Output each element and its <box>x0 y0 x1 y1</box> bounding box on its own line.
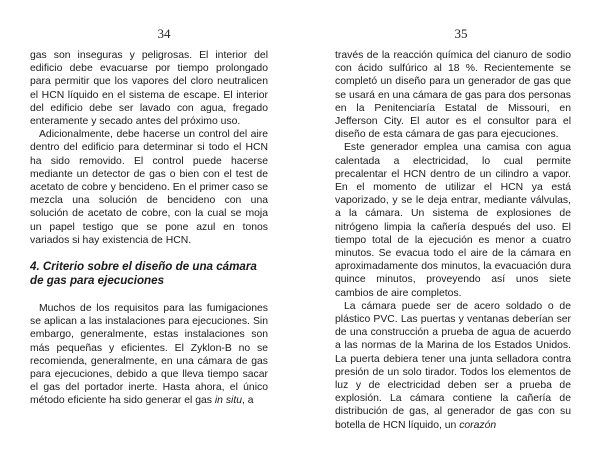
section-title: 4. Criterio sobre el diseño de una cámara de gas para ejecuciones <box>30 260 257 288</box>
page-number-right: 35 <box>454 26 468 41</box>
left-page <box>30 0 298 471</box>
left-paragraph-3-text: Muchos de los requisitos para las fumigaciones se aplican a las instalaciones para ejecuciones. Sin embargo, generalmente, estas instalaciones son más pequeñas y eficientes. El Zyklon-B no se recomienda, generalmente, en una cámara de gas para ejecuciones, debido a que lleva tiempo sacar el gas del portador inerte. Hasta ahora, el único método eficiente ha sido generar el gas <box>30 303 268 407</box>
right-paragraph-3-emphasis: corazón <box>459 419 497 431</box>
left-paragraph-1: gas son inseguras y peligrosas. El interior del edificio debe evacuarse por tiempo prolongado para permitir que los vapores del cloro neutralicen el HCN líquido en el sistema de escape. El interior del edificio debe ser lavado con agua, fregado enteramente y secado antes del próximo uso. <box>30 50 268 128</box>
right-paragraph-2: Este generador emplea una camisa con agua calentada a electricidad, lo cual permite precalentar el HCN dentro de un cilindro a vapor. En el momento de utilizar el HCN ya está vaporizado, y se le deja entrar, mediante válvulas, a la cámara. Un sistema de explosiones de nitrógeno limpia la cañería después del uso. El tiempo total de la ejecución es menor a cuatro minutos. Se evacua todo el aire de la cámara en aproximadamente dos minutos, la evacuación dura quince minutos, proveyendo así unos siete cambios de aire completos. <box>335 142 571 299</box>
left-paragraph-3 <box>30 302 268 408</box>
right-page-body <box>335 49 571 432</box>
left-paragraph-3-tail: , a <box>242 395 254 407</box>
right-page <box>327 0 595 471</box>
right-paragraph-3-text: La cámara puede ser de acero soldado o de plástico PVC. Las puertas y ventanas deberían ser de una construcción a prueba de agua de acuerdo a las normas de la Marina de los Estados Unidos. La puerta debiera tener una junta selladora contra presión de un solo tirador. Todos los elementos de luz y de electricidad deben ser a prueba de explosión. La cámara contiene la cañería de distribución de gas, al generador de gas con su botella de HCN líquido, un <box>335 300 571 431</box>
left-paragraph-2: Adicionalmente, debe hacerse un control del aire dentro del edificio para determinar si todo el HCN ha sido removido. El control puede hacerse mediante un detector de gas o bien con el test de acetato de cobre y bencideno. En el primer caso se mezcla una solución de bencideno con una solución de acetato de cobre, con la cual se moja un papel testigo que se pone azul en tonos variados si hay existencia de HCN. <box>30 129 268 246</box>
right-paragraph-1: través de la reacción química del cianuro de sodio con ácido sulfúrico al 18 %. Recientemente se completó un diseño para un generador de gas que se usará en una cámara de gas para dos personas en la Penitenciaría Estatal de Missouri, en Jefferson City. El autor es el consultor para el diseño de esta cámara de gas para ejecuciones. <box>335 50 571 141</box>
right-paragraph-3 <box>335 300 571 432</box>
left-paragraph-3-emphasis: in situ <box>214 395 242 407</box>
page-number-left: 34 <box>157 26 171 41</box>
left-page-body <box>30 49 268 408</box>
